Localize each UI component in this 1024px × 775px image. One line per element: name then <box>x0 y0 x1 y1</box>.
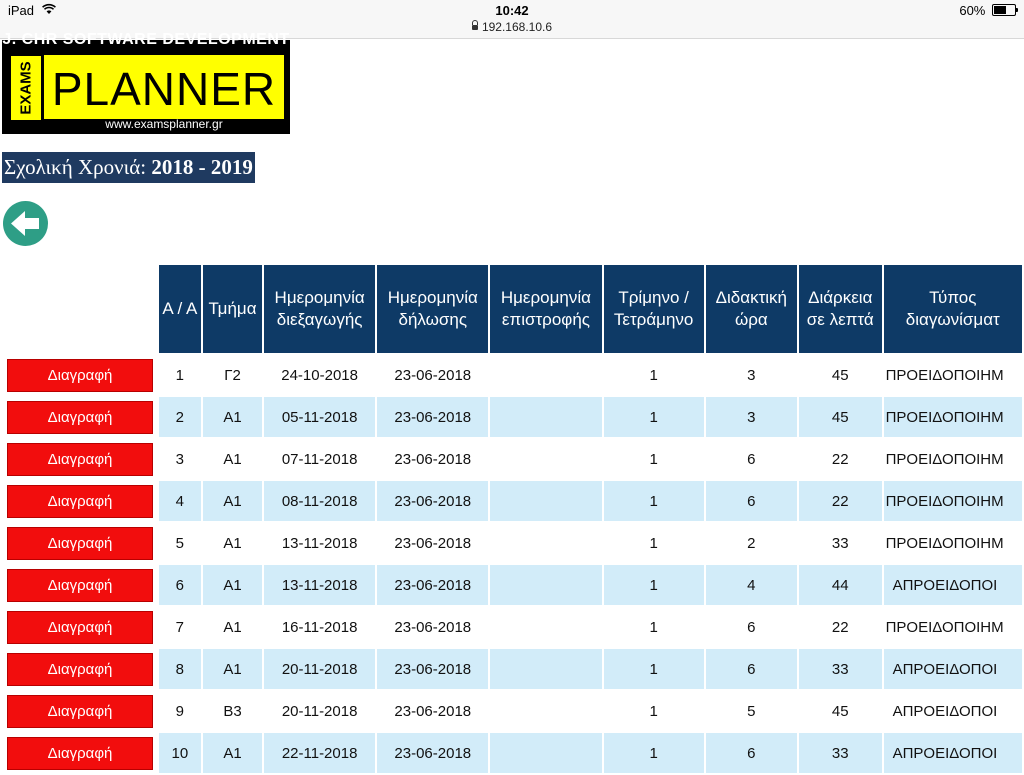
cell-aa: 10 <box>159 733 201 773</box>
logo-planner-text: PLANNER <box>51 63 277 115</box>
delete-cell <box>6 481 157 521</box>
cell-date-returned <box>490 481 601 521</box>
header-period[interactable] <box>706 265 797 353</box>
delete-button[interactable]: Διαγραφή <box>7 653 153 686</box>
logo-site: www.examsplanner.gr <box>105 117 223 131</box>
table-row <box>6 733 1022 773</box>
cell-period: 6 <box>706 649 797 689</box>
cell-term: 1 <box>604 355 704 395</box>
cell-section: Γ2 <box>203 355 262 395</box>
cell-period: 5 <box>706 691 797 731</box>
cell-duration: 33 <box>799 649 882 689</box>
cell-period: 6 <box>706 607 797 647</box>
header-date-returned-line2: επιστροφής <box>501 310 590 329</box>
delete-cell <box>6 565 157 605</box>
table-row <box>6 355 1022 395</box>
status-right <box>959 3 1016 18</box>
delete-button[interactable]: Διαγραφή <box>7 695 153 728</box>
header-date-declared[interactable] <box>377 265 488 353</box>
cell-date-held: 24-10-2018 <box>264 355 375 395</box>
cell-date-declared: 23-06-2018 <box>377 397 488 437</box>
table-row <box>6 649 1022 689</box>
cell-term: 1 <box>604 691 704 731</box>
cell-term: 1 <box>604 523 704 563</box>
cell-aa: 7 <box>159 607 201 647</box>
battery-percent: 60% <box>959 3 986 18</box>
cell-date-held: 07-11-2018 <box>264 439 375 479</box>
cell-date-declared: 23-06-2018 <box>377 439 488 479</box>
cell-type: ΠΡΟΕΙΔΟΠΟΙΗΜ <box>884 481 1022 521</box>
delete-button[interactable]: Διαγραφή <box>7 611 153 644</box>
delete-button[interactable]: Διαγραφή <box>7 485 153 518</box>
cell-section: Β3 <box>203 691 262 731</box>
cell-section: Α1 <box>203 523 262 563</box>
logo-planner-box <box>44 55 284 119</box>
cell-date-held: 22-11-2018 <box>264 733 375 773</box>
header-section-text: Τμήμα <box>208 299 257 318</box>
cell-date-held: 13-11-2018 <box>264 565 375 605</box>
header-date-declared-line2: δήλωσης <box>398 310 468 329</box>
cell-aa: 4 <box>159 481 201 521</box>
cell-duration: 33 <box>799 523 882 563</box>
cell-aa: 2 <box>159 397 201 437</box>
cell-type: ΠΡΟΕΙΔΟΠΟΙΗΜ <box>884 523 1022 563</box>
cell-date-returned <box>490 733 601 773</box>
cell-period: 2 <box>706 523 797 563</box>
cell-term: 1 <box>604 439 704 479</box>
cell-date-declared: 23-06-2018 <box>377 355 488 395</box>
cell-term: 1 <box>604 565 704 605</box>
delete-cell <box>6 691 157 731</box>
cell-duration: 22 <box>799 481 882 521</box>
cell-section: Α1 <box>203 733 262 773</box>
cell-section: Α1 <box>203 397 262 437</box>
table-row <box>6 439 1022 479</box>
cell-date-returned <box>490 355 601 395</box>
clock: 10:42 <box>495 3 529 18</box>
cell-date-returned <box>490 523 601 563</box>
address-text: 192.168.10.6 <box>481 20 553 34</box>
cell-type: ΠΡΟΕΙΔΟΠΟΙΗΜ <box>884 607 1022 647</box>
header-aa[interactable] <box>159 265 201 353</box>
cell-date-declared: 23-06-2018 <box>377 649 488 689</box>
cell-duration: 44 <box>799 565 882 605</box>
cell-period: 6 <box>706 439 797 479</box>
cell-period: 6 <box>706 733 797 773</box>
cell-duration: 22 <box>799 607 882 647</box>
cell-type: ΑΠΡΟΕΙΔΟΠΟΙ <box>884 649 1022 689</box>
cell-date-declared: 23-06-2018 <box>377 481 488 521</box>
delete-button[interactable]: Διαγραφή <box>7 359 153 392</box>
delete-cell <box>6 649 157 689</box>
header-date-held[interactable] <box>264 265 375 353</box>
header-date-returned[interactable] <box>490 265 601 353</box>
cell-section: Α1 <box>203 565 262 605</box>
cell-date-held: 08-11-2018 <box>264 481 375 521</box>
delete-button[interactable]: Διαγραφή <box>7 527 153 560</box>
table-row <box>6 523 1022 563</box>
header-duration[interactable] <box>799 265 882 353</box>
cell-aa: 1 <box>159 355 201 395</box>
school-year-value: 2018 - 2019 <box>151 155 253 179</box>
exams-planner-logo <box>2 31 290 134</box>
cell-date-returned <box>490 565 601 605</box>
cell-section: Α1 <box>203 607 262 647</box>
logo-exams-text: EXAMS <box>17 61 35 115</box>
delete-button[interactable]: Διαγραφή <box>7 569 153 602</box>
cell-date-returned <box>490 691 601 731</box>
cell-term: 1 <box>604 397 704 437</box>
header-date-returned-line1: Ημερομηνία <box>500 288 591 307</box>
battery-fill <box>994 6 1006 14</box>
cell-duration: 45 <box>799 355 882 395</box>
cell-term: 1 <box>604 481 704 521</box>
cell-date-held: 16-11-2018 <box>264 607 375 647</box>
header-period-line2: ώρα <box>734 310 768 329</box>
cell-term: 1 <box>604 733 704 773</box>
cell-duration: 22 <box>799 439 882 479</box>
cell-period: 3 <box>706 397 797 437</box>
cell-type: ΑΠΡΟΕΙΔΟΠΟΙ <box>884 691 1022 731</box>
table-row <box>6 397 1022 437</box>
delete-cell <box>6 733 157 773</box>
cell-date-held: 05-11-2018 <box>264 397 375 437</box>
header-term-line1: Τρίμηνο / <box>618 288 689 307</box>
battery-icon <box>992 4 1016 16</box>
delete-button[interactable]: Διαγραφή <box>7 443 153 476</box>
table-row <box>6 607 1022 647</box>
cell-aa: 3 <box>159 439 201 479</box>
cell-date-declared: 23-06-2018 <box>377 733 488 773</box>
header-duration-line1: Διάρκεια <box>808 288 873 307</box>
header-term[interactable] <box>604 265 704 353</box>
header-actions <box>6 265 157 353</box>
cell-type: ΠΡΟΕΙΔΟΠΟΙΗΜ <box>884 439 1022 479</box>
delete-cell <box>6 607 157 647</box>
cell-date-declared: 23-06-2018 <box>377 523 488 563</box>
cell-date-returned <box>490 397 601 437</box>
cell-date-held: 20-11-2018 <box>264 649 375 689</box>
cell-type: ΑΠΡΟΕΙΔΟΠΟΙ <box>884 565 1022 605</box>
cell-aa: 9 <box>159 691 201 731</box>
cell-date-held: 13-11-2018 <box>264 523 375 563</box>
cell-term: 1 <box>604 649 704 689</box>
cell-section: Α1 <box>203 481 262 521</box>
logo-exams-box <box>10 55 42 121</box>
device-label: iPad <box>8 3 35 18</box>
arrow-left-icon <box>3 201 48 246</box>
header-type[interactable] <box>884 265 1022 353</box>
header-term-line2: Τετράμηνο <box>613 310 694 329</box>
header-aa-text: Α / Α <box>162 299 198 318</box>
header-duration-line2: σε λεπτά <box>806 310 874 329</box>
table-row <box>6 691 1022 731</box>
header-date-held-line1: Ημερομηνία <box>274 288 365 307</box>
header-section[interactable] <box>203 265 262 353</box>
delete-button[interactable]: Διαγραφή <box>7 401 153 434</box>
delete-cell <box>6 397 157 437</box>
delete-cell <box>6 439 157 479</box>
cell-date-declared: 23-06-2018 <box>377 607 488 647</box>
header-date-held-line2: διεξαγωγής <box>276 310 363 329</box>
cell-section: Α1 <box>203 439 262 479</box>
delete-cell <box>6 523 157 563</box>
school-year-banner <box>2 152 255 183</box>
header-type-line1: Τύπος <box>929 288 977 307</box>
cell-term: 1 <box>604 607 704 647</box>
table-row <box>6 565 1022 605</box>
table-row <box>6 481 1022 521</box>
cell-aa: 6 <box>159 565 201 605</box>
delete-button[interactable]: Διαγραφή <box>7 737 153 770</box>
header-type-line2: διαγωνίσματ <box>905 310 1000 329</box>
delete-cell <box>6 355 157 395</box>
exams-table <box>4 263 1024 775</box>
cell-type: ΠΡΟΕΙΔΟΠΟΙΗΜ <box>884 355 1022 395</box>
cell-date-returned <box>490 607 601 647</box>
cell-period: 3 <box>706 355 797 395</box>
cell-period: 6 <box>706 481 797 521</box>
logo-topline: J. CHR SOFTWARE DEVELOPMENT <box>2 31 290 48</box>
cell-aa: 5 <box>159 523 201 563</box>
cell-date-held: 20-11-2018 <box>264 691 375 731</box>
cell-type: ΠΡΟΕΙΔΟΠΟΙΗΜ <box>884 397 1022 437</box>
cell-date-returned <box>490 439 601 479</box>
cell-aa: 8 <box>159 649 201 689</box>
cell-date-returned <box>490 649 601 689</box>
cell-date-declared: 23-06-2018 <box>377 565 488 605</box>
cell-period: 4 <box>706 565 797 605</box>
cell-duration: 33 <box>799 733 882 773</box>
cell-duration: 45 <box>799 691 882 731</box>
table-header-row <box>6 265 1022 353</box>
header-date-declared-line1: Ημερομηνία <box>387 288 478 307</box>
cell-date-declared: 23-06-2018 <box>377 691 488 731</box>
lock-icon <box>472 25 478 30</box>
cell-duration: 45 <box>799 397 882 437</box>
header-period-line1: Διδακτική <box>715 288 788 307</box>
cell-section: Α1 <box>203 649 262 689</box>
cell-type: ΑΠΡΟΕΙΔΟΠΟΙ <box>884 733 1022 773</box>
back-button[interactable] <box>3 201 48 246</box>
school-year-label: Σχολική Χρονιά: <box>4 155 147 179</box>
